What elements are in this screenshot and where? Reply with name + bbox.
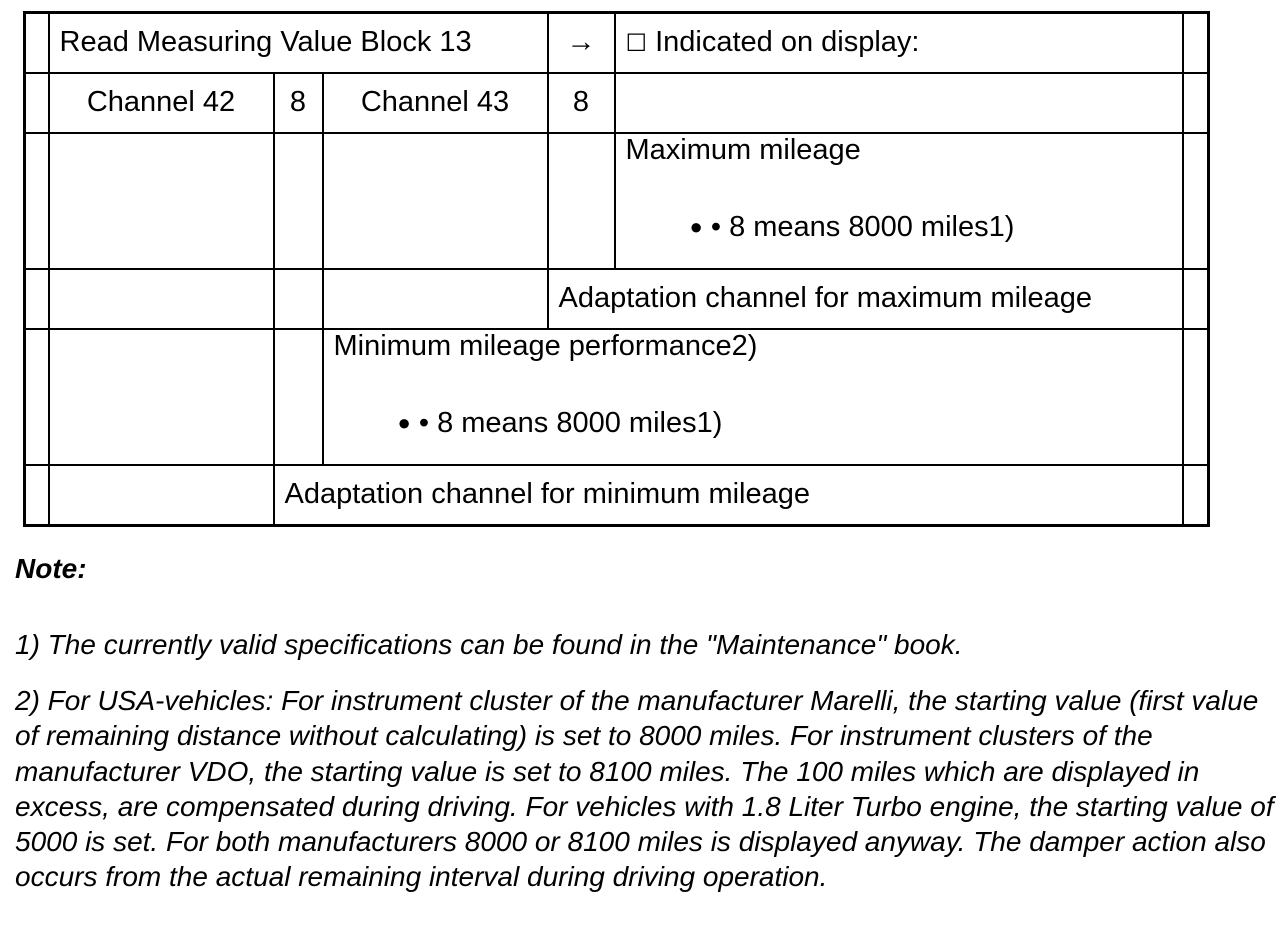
channel-42-value-cell <box>274 73 323 133</box>
indicated-cell <box>615 13 1183 74</box>
bullet-dot-icon: ● <box>689 214 703 240</box>
empty-cell <box>615 73 1183 133</box>
right-margin-cell <box>1183 329 1209 465</box>
empty-cell <box>49 269 274 329</box>
table-row-adaptation-min <box>25 465 1209 526</box>
channel-43-value: 8 <box>572 86 590 119</box>
note-heading: Note: <box>15 553 87 584</box>
min-mileage-bullet <box>334 407 1172 440</box>
channel-42-cell <box>49 73 274 133</box>
left-margin-cell <box>25 269 49 329</box>
empty-cell <box>323 133 548 269</box>
left-margin-cell <box>25 13 49 74</box>
channel-42-label: Channel 42 <box>86 86 236 119</box>
table-row-adaptation-max <box>25 269 1209 329</box>
left-margin-cell <box>25 133 49 269</box>
right-margin-cell <box>1183 269 1209 329</box>
block-title-cell <box>49 13 548 74</box>
adaptation-max-label: Adaptation channel for maximum mileage <box>558 282 1093 315</box>
empty-cell <box>274 269 323 329</box>
min-mileage-cell <box>323 329 1183 465</box>
left-margin-cell <box>25 73 49 133</box>
empty-cell <box>548 133 615 269</box>
channel-43-label: Channel 43 <box>360 86 510 119</box>
table-row-max-mileage <box>25 133 1209 269</box>
table-row-min-mileage <box>25 329 1209 465</box>
right-margin-cell <box>1183 133 1209 269</box>
max-mileage-bullet <box>626 211 1172 244</box>
right-margin-cell <box>1183 13 1209 74</box>
empty-cell <box>274 133 323 269</box>
max-mileage-bullet-text: • 8 means 8000 miles1) <box>710 211 1015 244</box>
note-1-text: 1) The currently valid specifications can be found in the "Maintenance" book. <box>15 629 963 660</box>
arrow-cell <box>548 13 615 74</box>
table-row-header <box>25 13 1209 74</box>
note-2-text: 2) For USA-vehicles: For instrument cluster of the manufacturer Marelli, the starting value (first value of remaining distance without calculating) is set to 8000 miles. For instrument clusters of the manufacturer VDO, the starting value is set to 8100 miles. The 100 miles which are displayed in excess, are compensated during driving. For vehicles with 1.8 Liter Turbo engine, the starting value of 5000 is set. For both manufacturers 8000 or 8100 miles is displayed anyway. The damper action also occurs from the actual remaining interval during driving operation. <box>15 685 1274 893</box>
empty-cell <box>49 465 274 526</box>
adaptation-max-cell <box>548 269 1183 329</box>
adaptation-min-cell <box>274 465 1183 526</box>
min-mileage-title: Minimum mileage performance2) <box>333 330 758 362</box>
channel-43-value-cell <box>548 73 615 133</box>
min-mileage-bullet-text: • 8 means 8000 miles1) <box>418 407 723 440</box>
empty-cell <box>323 269 548 329</box>
measuring-value-block-table <box>23 11 1210 527</box>
right-margin-cell <box>1183 465 1209 526</box>
max-mileage-cell <box>615 133 1183 269</box>
right-arrow-icon: → <box>566 26 596 59</box>
empty-cell <box>49 329 274 465</box>
block-title: Read Measuring Value Block 13 <box>59 26 472 59</box>
adaptation-min-label: Adaptation channel for minimum mileage <box>284 478 810 511</box>
left-margin-cell <box>25 465 49 526</box>
bullet-dot-icon: ● <box>397 410 411 436</box>
empty-cell <box>49 133 274 269</box>
indicated-label: Indicated on display: <box>655 26 920 59</box>
right-margin-cell <box>1183 73 1209 133</box>
max-mileage-title: Maximum mileage <box>625 134 861 166</box>
left-margin-cell <box>25 329 49 465</box>
empty-cell <box>274 329 323 465</box>
table-row-channels <box>25 73 1209 133</box>
checkbox-square-icon: ☐ <box>625 30 648 58</box>
channel-42-value: 8 <box>289 86 307 119</box>
channel-43-cell <box>323 73 548 133</box>
